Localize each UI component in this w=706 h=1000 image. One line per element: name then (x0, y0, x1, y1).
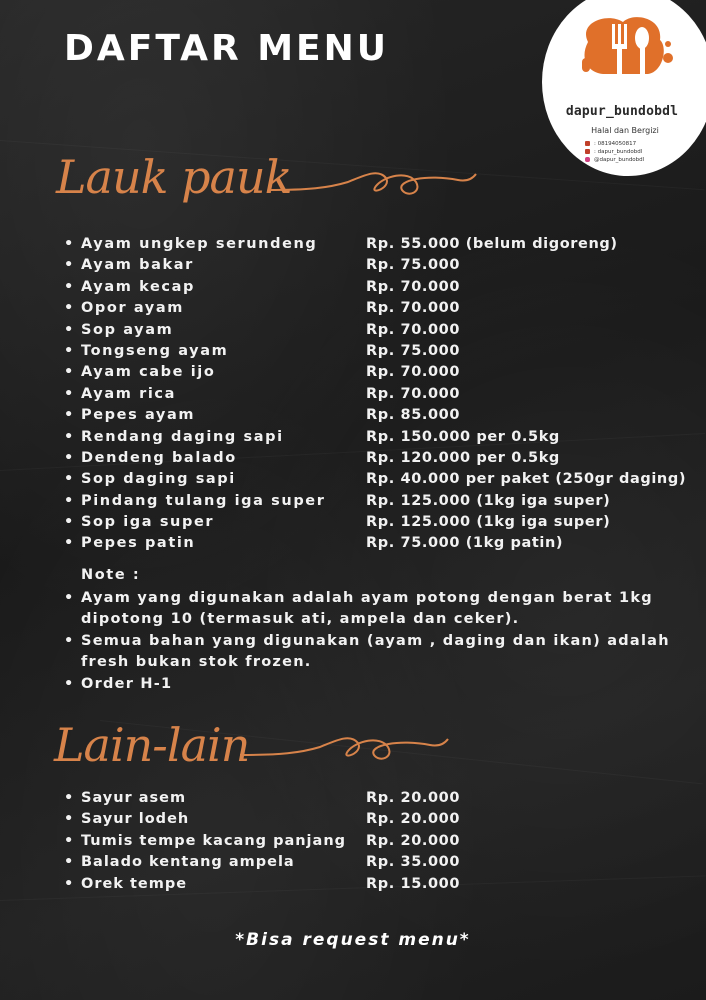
shop-icon (585, 149, 590, 154)
page-title: DAFTAR MENU (64, 28, 389, 69)
menu-item-price: Rp. 70.000 (366, 364, 461, 381)
bullet: • (64, 407, 74, 424)
bullet: • (64, 300, 74, 317)
bullet: • (64, 854, 74, 871)
menu-item-price: Rp. 70.000 (366, 278, 461, 295)
bullet: • (64, 811, 74, 828)
menu-item-price: Rp. 20.000 (366, 790, 461, 806)
contact-shop: : dapur_bundobdl (585, 148, 642, 156)
bullet: • (64, 342, 74, 359)
menu-item-price: Rp. 75.000 (1kg patin) (366, 535, 564, 552)
instagram-icon (585, 157, 590, 162)
menu-item-price: Rp. 70.000 (366, 321, 461, 338)
menu-item-price: Rp. 15.000 (366, 875, 461, 892)
menu-item-name: Ayam bakar (81, 257, 194, 274)
menu-item-name: Sop daging sapi (81, 471, 236, 488)
menu-item-name: Ayam cabe ijo (81, 364, 216, 381)
bullet: • (64, 364, 74, 381)
menu-item-name: Orek tempe (81, 875, 188, 892)
bullet: • (64, 471, 74, 488)
flourish-divider (240, 725, 450, 775)
chef-logo-icon (568, 12, 688, 92)
menu-item-name: Pepes patin (81, 535, 196, 552)
menu-item-price: Rp. 40.000 per paket (250gr daging) (366, 471, 687, 488)
contact-instagram: @dapur_bundobdl (585, 156, 644, 164)
menu-item-name: Ayam kecap (81, 278, 195, 295)
menu-item-price: Rp. 125.000 (1kg iga super) (366, 492, 611, 509)
bullet: • (64, 875, 74, 892)
contact-phone: : 08194050817 (585, 140, 636, 148)
bullet: • (64, 492, 74, 509)
menu-item-price: Rp. 55.000 (belum digoreng) (366, 236, 618, 252)
menu-item-name: Pindang tulang iga super (81, 492, 326, 509)
bullet: • (64, 257, 74, 274)
bullet: • (64, 790, 74, 806)
menu-item-name: Ayam rica (81, 385, 176, 402)
menu-item-name: Opor ayam (81, 300, 184, 317)
menu-item-name: Sop iga super (81, 514, 215, 531)
menu-item-name: Dendeng balado (81, 449, 237, 466)
section-heading-lain-lain: Lain-lain (54, 718, 250, 772)
menu-item-name: Tumis tempe kacang panjang (81, 832, 347, 849)
menu-item-price: Rp. 35.000 (366, 854, 461, 871)
note-label: Note : (81, 567, 141, 583)
menu-item-name: Balado kentang ampela (81, 854, 295, 871)
menu-item-name: Sop ayam (81, 321, 174, 338)
menu-item-name: Rendang daging sapi (81, 428, 284, 445)
menu-item-price: Rp. 70.000 (366, 385, 461, 402)
footer-note: *Bisa request menu* (235, 930, 471, 950)
brand-tagline: Halal dan Bergizi (591, 126, 659, 135)
bullet: • (64, 535, 74, 552)
section-heading-lauk-pauk: Lauk pauk (56, 150, 292, 204)
bullet: • (64, 428, 74, 445)
phone-icon (585, 141, 590, 146)
bullet: • (64, 514, 74, 531)
bullet: • (64, 832, 74, 849)
menu-item-price: Rp. 85.000 (366, 407, 461, 424)
brand-name: dapur_bundobdl (565, 104, 679, 119)
menu-item-price: Rp. 120.000 per 0.5kg (366, 449, 560, 466)
bullet: • (64, 278, 74, 295)
menu-item-price: Rp. 70.000 (366, 300, 461, 317)
menu-item-name: Tongseng ayam (81, 342, 229, 359)
menu-item-name: Pepes ayam (81, 407, 196, 424)
bullet: • (64, 236, 74, 252)
bullet: • (64, 385, 74, 402)
bullet: • (64, 449, 74, 466)
menu-item-name: Sayur lodeh (81, 811, 190, 828)
menu-item-price: Rp. 20.000 (366, 832, 461, 849)
menu-page: DAFTAR MENU dapur_bundobdl Halal dan Bergizi : 08194050817 : dapur_bundobdl @dapur_bundobdl Lauk pauk • Ayam ungkep serundeng Rp. 55.000 (belum digoreng) • Ayam bakar Rp. 75.000 • Ayam kecap Rp. 70.000 • Opor ayam Rp. 70.000 • Sop ayam Rp. 70.000 • Tongseng ayam Rp. 75.000 • Ayam cabe ijo Rp. 70.000 • Ayam rica Rp. 70.000 • Pepes ayam Rp. 85.000 • Rendang daging sapi Rp. 150.000 per 0.5kg • Dendeng balado Rp. 120.000 per 0.5kg • Sop daging sapi Rp. 40.000 per paket (250gr daging) • Pindang tulang iga super Rp. 125.000 (1kg iga super) • Sop iga super Rp. 125.000 (1kg iga super) • Pepes patin Rp. 75.000 (1kg patin) Note : • Ayam yang digunakan adalah ayam potong dengan berat 1kg dipotong 10 (termasuk ati, ampela dan ceker). • Semua bahan yang digunakan (ayam , daging dan ikan) adalah fresh bukan stok frozen. • Order H-1 Lain-lain • Sayur asem Rp. 20.000 • Sayur lodeh Rp. 20.000 • Tumis tempe kacang panjang Rp. 20.000 • Balado kentang ampela Rp. 35.000 • Orek tempe Rp. 15.000 *Bisa request menu* (0, 0, 706, 1000)
flourish-divider (268, 160, 478, 210)
menu-item-price: Rp. 150.000 per 0.5kg (366, 428, 560, 445)
bullet: • (64, 321, 74, 338)
menu-item-price: Rp. 75.000 (366, 257, 461, 274)
menu-item-price: Rp. 125.000 (1kg iga super) (366, 514, 611, 531)
menu-item-name: Ayam ungkep serundeng (81, 236, 318, 252)
menu-item-price: Rp. 75.000 (366, 342, 461, 359)
menu-item-price: Rp. 20.000 (366, 811, 461, 828)
menu-item-name: Sayur asem (81, 790, 187, 806)
